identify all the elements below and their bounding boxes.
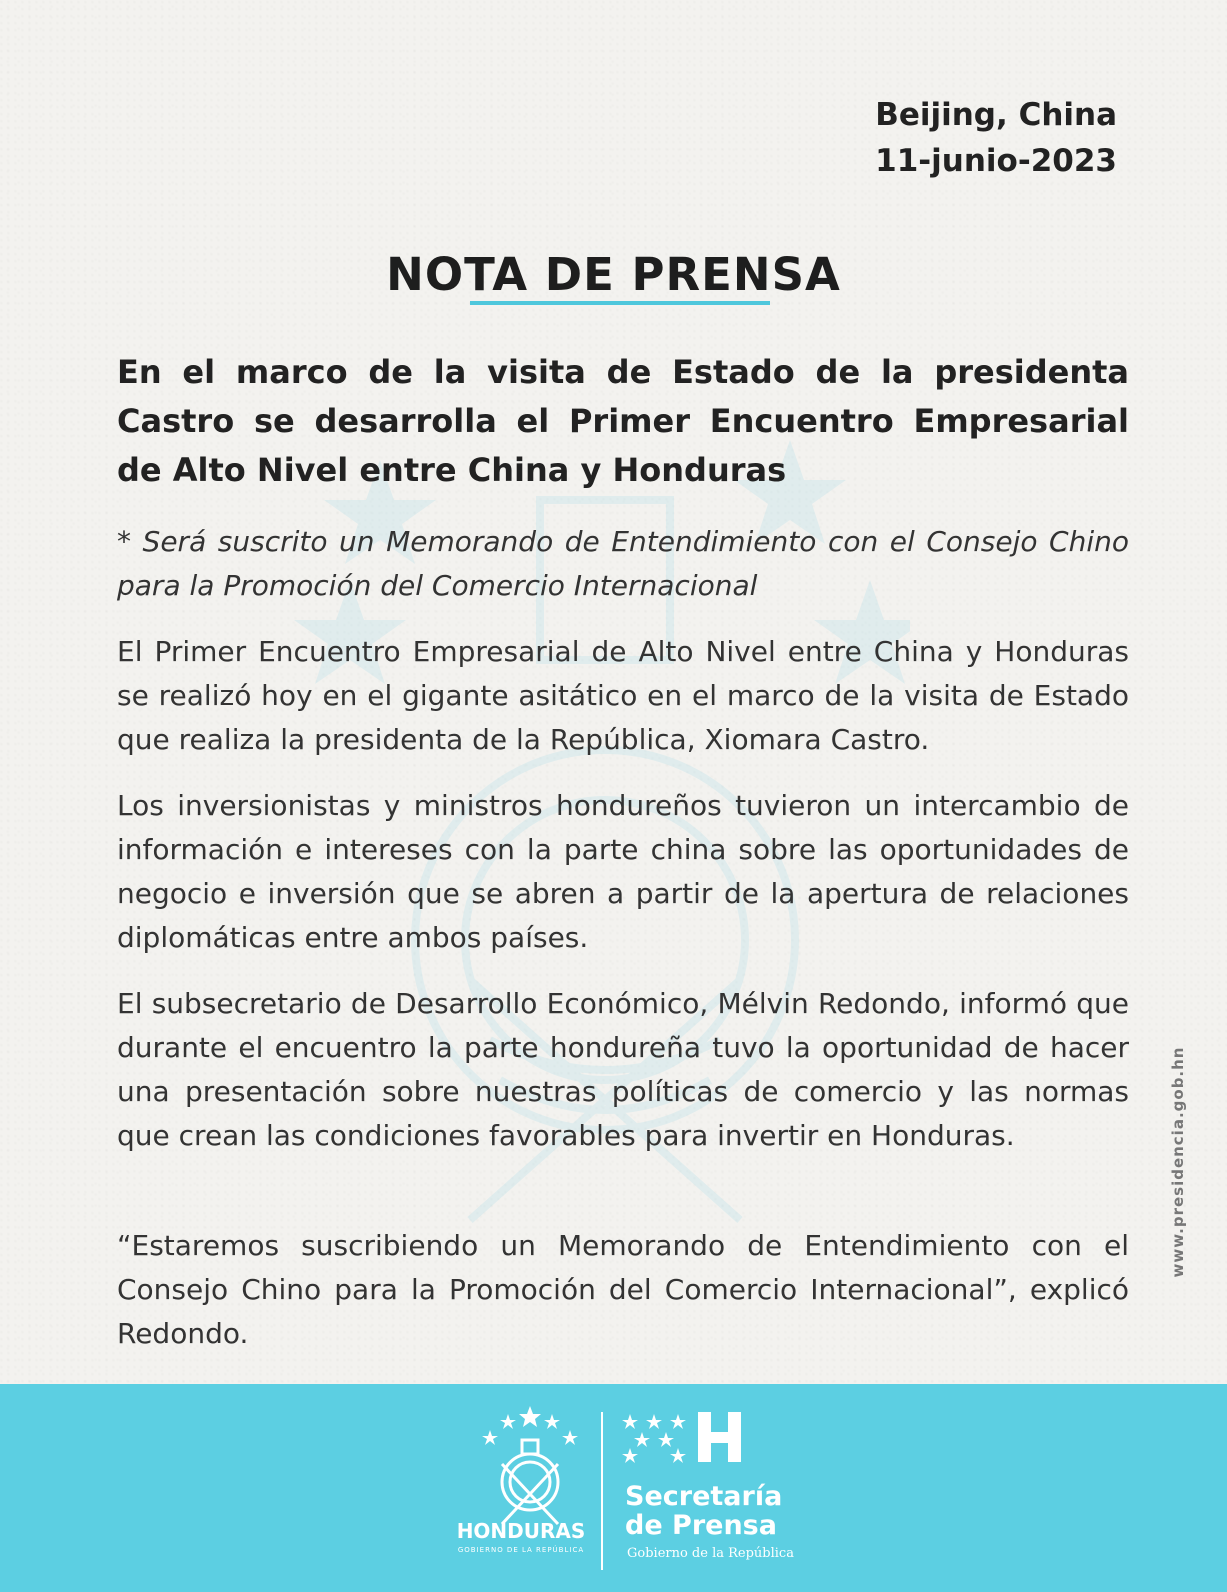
page-title: NOTA DE PRENSA (386, 248, 841, 301)
paragraph-2: Los inversionistas y ministros hondureños tuvieron un intercambio de información e intereses con la parte china sobre las oportunidades de negocio e inversión que se abren a partir de la apertura de relaciones diplomáticas entre ambos países. (117, 789, 1129, 954)
paragraph-1: El Primer Encuentro Empresarial de Alto Nivel entre China y Honduras se realizó hoy en el gigante asitático en el marco de la visita de Estado que realiza la presidenta de la República, Xiomara Castro. (117, 635, 1129, 756)
footer-divider (601, 1412, 603, 1570)
dateline-date: 11-junio-2023 (875, 143, 1117, 179)
title-underline (470, 301, 770, 305)
footer-country: HONDURAS (456, 1519, 586, 1543)
footer-secretaria-line2: de Prensa (625, 1510, 777, 1541)
footer-secretaria-line1: Secretaría (625, 1481, 783, 1512)
paragraph-4: “Estaremos suscribiendo un Memorando de Entendimiento con el Consejo Chino para la Promoción del Comercio Internacional”, explicó Redondo. (117, 1229, 1129, 1350)
headline: En el marco de la visita de Estado de la presidenta Castro se desarrolla el Primer Encuentro Empresarial de Alto Nivel entre China y Honduras (117, 353, 1129, 489)
footer-banner (0, 1384, 1227, 1592)
footer-country-sub: GOBIERNO DE LA REPÚBLICA (457, 1546, 585, 1554)
secretaria-prensa-logo-icon (622, 1408, 757, 1468)
honduras-emblem-icon (470, 1404, 590, 1536)
paragraph-3: El subsecretario de Desarrollo Económico, Mélvin Redondo, informó que durante el encuentro la parte hondureña tuvo la oportunidad de hacer una presentación sobre nuestras políticas de comercio y las normas que crean las condiciones favorables para invertir en Honduras. (117, 987, 1129, 1152)
website-url: www.presidencia.gob.hn (1169, 1046, 1187, 1278)
dateline-city: Beijing, China (875, 97, 1117, 133)
dateline (875, 92, 1117, 184)
footer-secretaria-sub: Gobierno de la República (627, 1546, 794, 1561)
subhead: * Será suscrito un Memorando de Entendimiento con el Consejo Chino para la Promoción del Comercio Internacional (117, 525, 1129, 602)
